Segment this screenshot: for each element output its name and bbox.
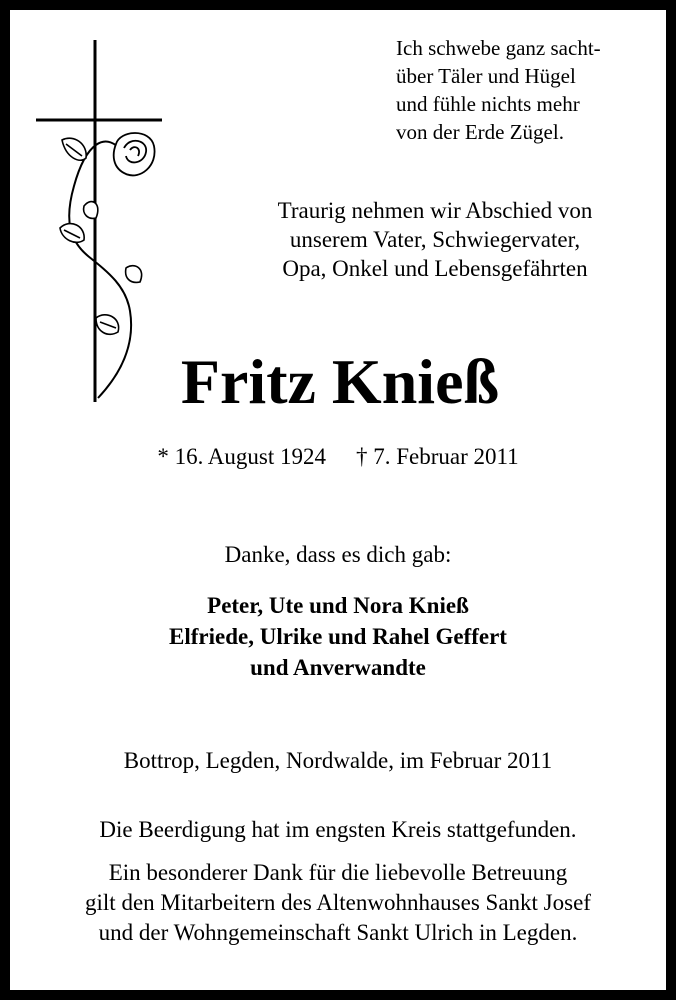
place-and-date: Bottrop, Legden, Nordwalde, im Februar 2011 — [123, 748, 553, 773]
poem-line: von der Erde Zügel. — [396, 120, 564, 144]
poem-line: über Täler und Hügel — [396, 64, 576, 88]
birth-date: * 16. August 1924 — [157, 444, 326, 469]
poem — [396, 34, 601, 146]
family-line: Peter, Ute und Nora Knieß — [207, 593, 469, 618]
funeral-note: Die Beerdigung hat im engsten Kreis stattgefunden. — [99, 817, 577, 842]
thanks-line: Danke, dass es dich gab: — [224, 542, 452, 567]
deceased-name: Fritz Knieß — [180, 346, 500, 417]
farewell-intro — [230, 196, 640, 283]
gratitude-line: gilt den Mitarbeitern des Altenwohnhauses Sankt Josef — [85, 890, 591, 915]
poem-line: und fühle nichts mehr — [396, 92, 580, 116]
intro-line: unserem Vater, Schwiegervater, — [289, 227, 581, 252]
mourning-family — [0, 590, 676, 683]
gratitude-line: Ein besonderer Dank für die liebevolle Betreuung — [108, 860, 568, 885]
poem-line: Ich schwebe ganz sacht- — [396, 36, 601, 60]
family-line: Elfriede, Ulrike und Rahel Geffert — [169, 624, 507, 649]
cross-with-rose-vine-icon — [30, 36, 170, 413]
family-line: und Anverwandte — [250, 655, 426, 680]
gratitude-line: und der Wohngemeinschaft Sankt Ulrich in Legden. — [98, 920, 578, 945]
death-date: † 7. Februar 2011 — [356, 444, 519, 469]
life-dates — [0, 442, 676, 472]
intro-line: Opa, Onkel und Lebensgefährten — [282, 256, 588, 281]
intro-line: Traurig nehmen wir Abschied von — [277, 198, 593, 223]
gratitude-note — [0, 858, 676, 948]
